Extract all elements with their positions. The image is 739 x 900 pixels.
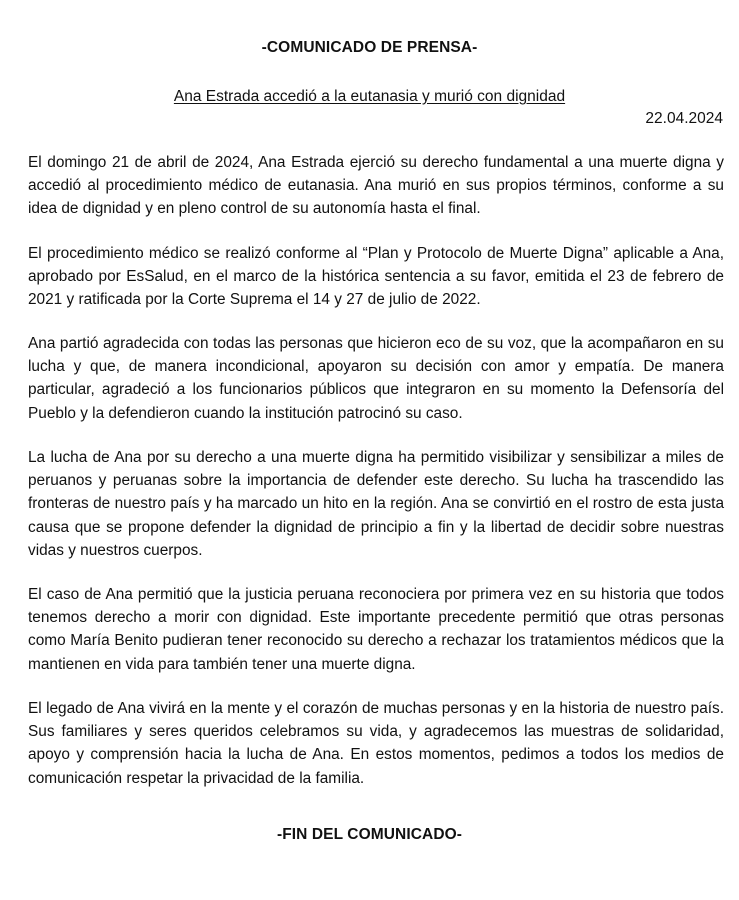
paragraph-1: El domingo 21 de abril de 2024, Ana Estrada ejerció su derecho fundamental a una muerte digna y accedió al procedimiento médico de eutanasia. Ana murió en sus propios términos, conforme a su idea de dignidad y en pleno control de su autonomía hasta el final. bbox=[28, 154, 724, 218]
document-footer: -FIN DEL COMUNICADO- bbox=[276, 826, 463, 843]
document-date: 22.04.2024 bbox=[645, 110, 723, 127]
document-header: -COMUNICADO DE PRENSA- bbox=[261, 39, 478, 56]
paragraph-3: Ana partió agradecida con todas las personas que hicieron eco de su voz, que la acompañaron en su lucha y que, de manera incondicional, apoyaron su decisión con amor y empatía. De manera particular, agradeció a los funcionarios públicos que integraron en su momento la Defensoría del Pueblo y la defendieron cuando la institución patrocinó su caso. bbox=[28, 335, 724, 422]
paragraph-2: El procedimiento médico se realizó conforme al “Plan y Protocolo de Muerte Digna” aplicable a Ana, aprobado por EsSalud, en el marco de la histórica sentencia a su favor, emitida el 23 de febrero de 2021 y ratificada por la Corte Suprema el 14 y 27 de julio de 2022. bbox=[28, 245, 724, 309]
document-title bbox=[0, 88, 739, 106]
document-title-text: Ana Estrada accedió a la eutanasia y murió con dignidad bbox=[173, 88, 566, 105]
paragraph-5: El caso de Ana permitió que la justicia peruana reconociera por primera vez en su historia que todos tenemos derecho a morir con dignidad. Este importante precedente permitió que otras personas como María Benito pudieran tener reconocido su derecho a rechazar los tratamientos médicos que la mantienen en vida para también tener una muerte digna. bbox=[28, 586, 724, 673]
paragraph-4: La lucha de Ana por su derecho a una muerte digna ha permitido visibilizar y sensibilizar a miles de peruanos y peruanas sobre la importancia de defender este derecho. Su lucha ha trascendido las fronteras de nuestro país y ha marcado un hito en la región. Ana se convirtió en el rostro de esta justa causa que se propone defender la dignidad de principio a fin y la libertad de decidir sobre nuestras vidas y nuestros cuerpos. bbox=[28, 449, 724, 559]
paragraph-6: El legado de Ana vivirá en la mente y el corazón de muchas personas y en la historia de nuestro país. Sus familiares y seres queridos celebramos su vida, y agradecemos las muestras de solidaridad, apoyo y comprensión hacia la lucha de Ana. En estos momentos, pedimos a todos los medios de comunicación respetar la privacidad de la familia. bbox=[28, 700, 724, 787]
